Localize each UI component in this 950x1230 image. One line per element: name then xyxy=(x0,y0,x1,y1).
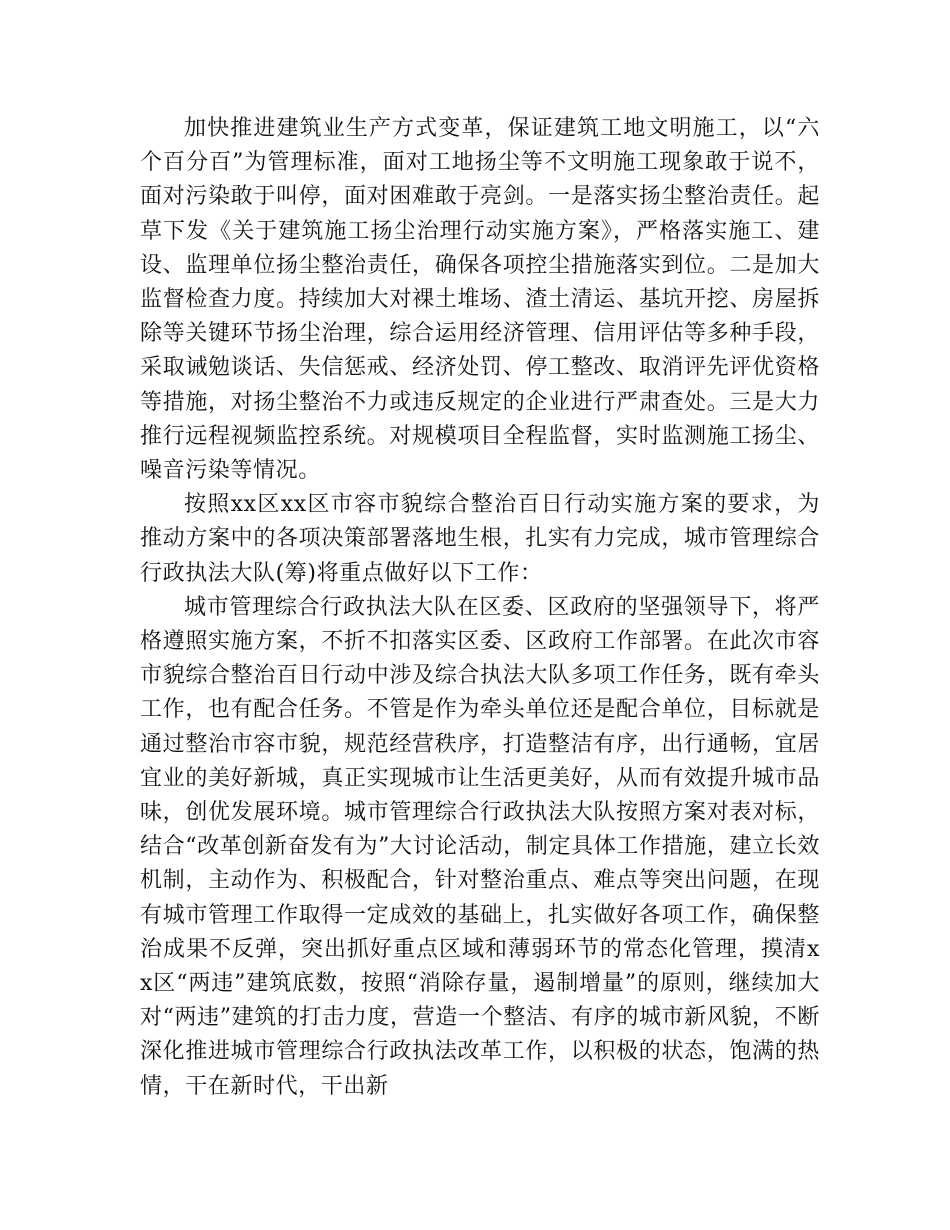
paragraph-plan-intro: 按照xx区xx区市容市貌综合整治百日行动实施方案的要求，为推动方案中的各项决策部署落地生根，扎实有力完成，城市管理综合行政执法大队(筹)将重点做好以下工作： xyxy=(140,492,820,586)
paragraph-enforcement-work: 城市管理综合行政执法大队在区委、区政府的坚强领导下，将严格遵照实施方案，不折不扣落实区委、区政府工作部署。在此次市容市貌综合整治百日行动中涉及综合执法大队多项工作任务，既有牵头工作，也有配合任务。不管是作为牵头单位还是配合单位，目标就是通过整治市容市貌，规范经营秩序，打造整洁有序，出行通畅，宜居宜业的美好新城，真正实现城市让生活更美好，从而有效提升城市品味，创优发展环境。城市管理综合行政执法大队按照方案对表对标，结合“改革创新奋发有为”大讨论活动，制定具体工作措施，建立长效机制，主动作为、积极配合，针对整治重点、难点等突出问题，在现有城市管理工作取得一定成效的基础上，扎实做好各项工作，确保整治成果不反弹，突出抓好重点区域和薄弱环节的常态化管理，摸清xx区“两违”建筑底数，按照“消除存量，遏制增量”的原则，继续加大对“两违”建筑的打击力度，营造一个整洁、有序的城市新风貌，不断深化推进城市管理综合行政执法改革工作，以积极的状态，饱满的热情，干在新时代，干出新 xyxy=(140,594,820,1099)
paragraph-dust-control: 加快推进建筑业生产方式变革，保证建筑工地文明施工，以“六个百分百”为管理标准，面对工地扬尘等不文明施工现象敢于说不，面对污染敢于叫停，面对困难敢于亮剑。一是落实扬尘整治责任。起草下发《关于建筑施工扬尘治理行动实施方案》，严格落实施工、建设、监理单位扬尘整治责任，确保各项控尘措施落实到位。二是加大监督检查力度。持续加大对裸土堆场、渣土清运、基坑开挖、房屋拆除等关键环节扬尘治理，综合运用经济管理、信用评估等多种手段，采取诫勉谈话、失信惩戒、经济处罚、停工整改、取消评先评优资格等措施，对扬尘整治不力或违反规定的企业进行严肃查处。三是大力推行远程视频监控系统。对规模项目全程监督，实时监测施工扬尘、噪音污染等情况。 xyxy=(140,116,820,484)
document-body xyxy=(140,112,820,1104)
